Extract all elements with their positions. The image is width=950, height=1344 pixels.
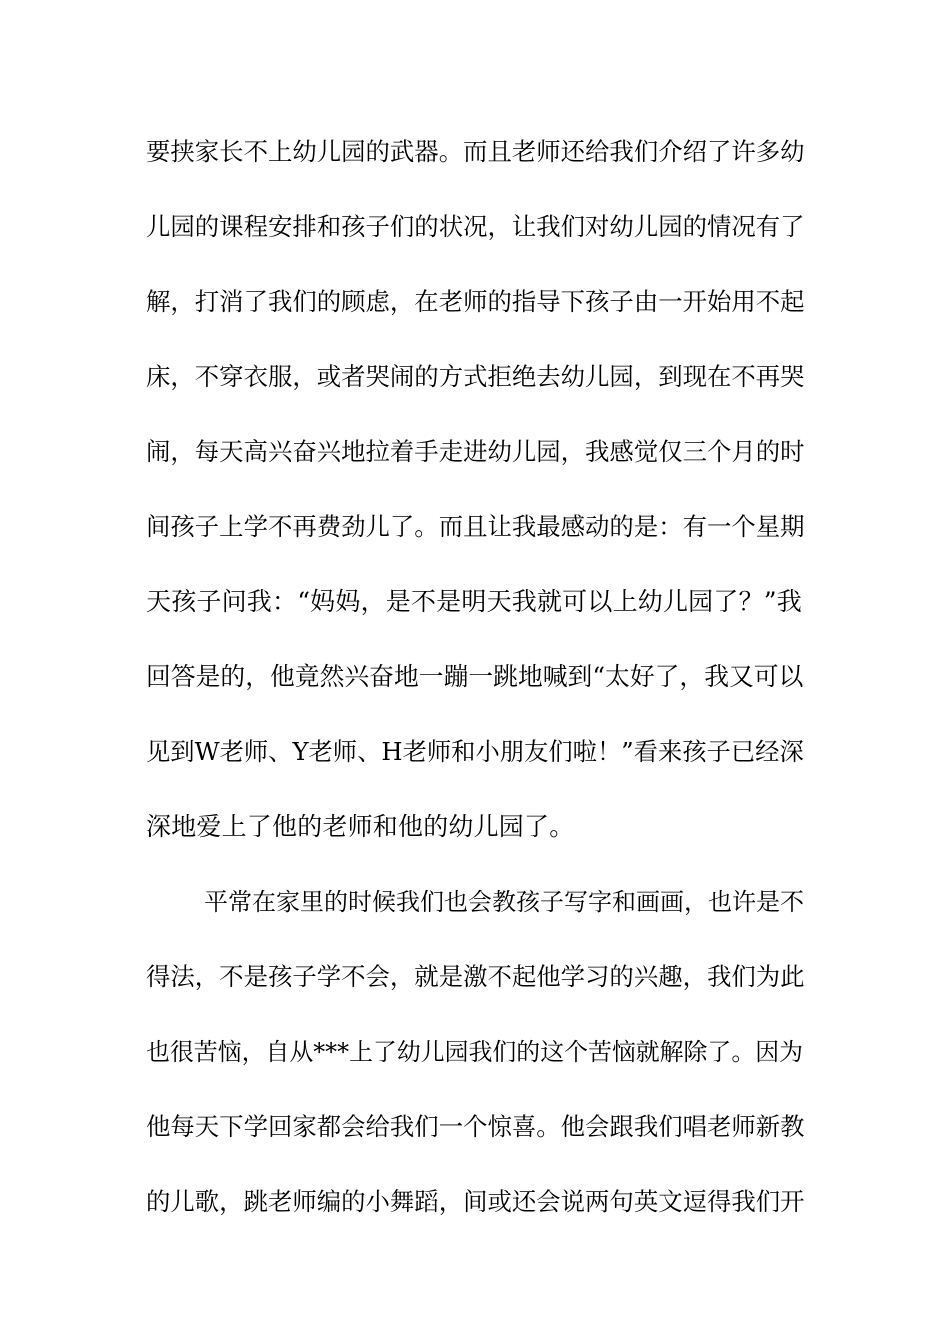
paragraph-1-line-10: 深地爱上了他的老师和他的幼儿园了。 <box>146 812 575 841</box>
paragraph-1-line-2: 儿园的课程安排和孩子们的状况，让我们对幼儿园的情况有了 <box>146 212 805 241</box>
paragraph-1-line-9: 见到W老师、Y老师、H老师和小朋友们啦！”看来孩子已经深 <box>146 737 804 766</box>
paragraph-1-line-3: 解，打消了我们的顾虑，在老师的指导下孩子由一开始用不起 <box>146 287 805 316</box>
paragraph-1-line-6: 间孩子上学不再费劲儿了。而且让我最感动的是：有一个星期 <box>146 512 805 541</box>
paragraph-1-line-8: 回答是的，他竟然兴奋地一蹦一跳地喊到“太好了，我又可以 <box>146 662 804 691</box>
paragraph-2-line-3: 也很苦恼，自从***上了幼儿园我们的这个苦恼就解除了。因为 <box>146 1038 803 1066</box>
paragraph-2-line-4: 他每天下学回家都会给我们一个惊喜。他会跟我们唱老师新教 <box>146 1112 805 1141</box>
paragraph-2-line-1: 平常在家里的时候我们也会教孩子写字和画画，也许是不 <box>204 888 804 916</box>
paragraph-2-line-5: 的儿歌，跳老师编的小舞蹈，间或还会说两句英文逗得我们开 <box>146 1187 805 1216</box>
paragraph-1-line-5: 闹，每天高兴奋兴地拉着手走进幼儿园，我感觉仅三个月的时 <box>146 437 805 466</box>
paragraph-2-line-2: 得法，不是孩子学不会，就是激不起他学习的兴趣，我们为此 <box>146 962 805 991</box>
paragraph-1-line-4: 床，不穿衣服，或者哭闹的方式拒绝去幼儿园，到现在不再哭 <box>146 362 805 391</box>
paragraph-1-line-7: 天孩子问我：“妈妈，是不是明天我就可以上幼儿园了？”我 <box>146 587 802 616</box>
paragraph-1-line-1: 要挟家长不上幼儿园的武器。而且老师还给我们介绍了许多幼 <box>146 137 805 166</box>
